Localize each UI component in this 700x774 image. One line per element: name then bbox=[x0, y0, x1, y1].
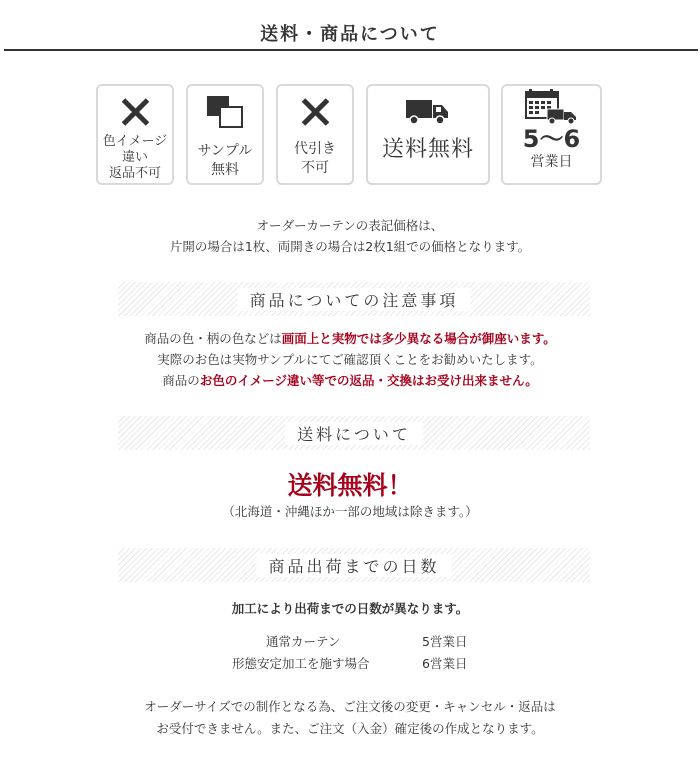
title-divider bbox=[4, 49, 698, 51]
badge-label-line: 代引き bbox=[294, 141, 336, 157]
badge-label-line: 不可 bbox=[301, 160, 329, 176]
page-title: 送料・商品について bbox=[260, 24, 440, 45]
cross-icon bbox=[301, 98, 329, 126]
badge-no-cod bbox=[276, 84, 354, 185]
free-shipping-headline: 送料無料！ bbox=[287, 471, 413, 500]
intro-line: 片開の場合は1枚、両開きの場合は2枚1組での価格となります。 bbox=[169, 239, 531, 254]
badge-free-shipping bbox=[366, 84, 490, 185]
delivery-row-days: 6営業日 bbox=[422, 656, 468, 671]
intro-line: オーダーカーテンの表記価格は、 bbox=[256, 218, 444, 233]
notice-text: 商品の bbox=[162, 373, 200, 388]
badge-lead-time bbox=[501, 84, 602, 185]
badge-label-line: 違い bbox=[121, 150, 148, 165]
sample-squares-icon bbox=[207, 96, 243, 128]
section-title: 商品出荷までの日数 bbox=[256, 554, 451, 577]
badge-label: 送料無料 bbox=[381, 137, 474, 162]
badge-label-line: サンプル bbox=[197, 143, 253, 159]
delivery-footer: お受付できません。また、ご注文（入金）確定後の作成となります。 bbox=[156, 721, 544, 736]
notice-line: 実際のお色は実物サンプルにてご確認頂くことをお勧めいたします。 bbox=[157, 352, 543, 367]
badge-label-line: 無料 bbox=[211, 162, 239, 178]
section-header-delivery bbox=[118, 548, 590, 582]
delivery-row-label: 通常カーテン bbox=[266, 634, 341, 649]
cross-icon bbox=[121, 98, 149, 126]
delivery-row-label: 形態安定加工を施す場合 bbox=[232, 656, 370, 671]
section-header-notice bbox=[118, 282, 590, 316]
shipping-note: （北海道・沖縄ほか一部の地域は除きます。） bbox=[222, 504, 478, 519]
badge-label-line: 返品不可 bbox=[108, 166, 161, 181]
badge-no-return bbox=[96, 84, 174, 185]
notice-warning: 画面上と実物では多少異なる場合が御座います。 bbox=[281, 331, 556, 346]
section-title: 送料について bbox=[285, 422, 423, 445]
section-title: 商品についての注意事項 bbox=[238, 288, 471, 311]
notice-line bbox=[0, 329, 700, 347]
lead-time-days: 5〜6 bbox=[522, 125, 581, 153]
notice-text: 商品の色・柄の色などは bbox=[144, 331, 282, 346]
lead-time-unit: 営業日 bbox=[530, 154, 573, 170]
delivery-row-days: 5営業日 bbox=[422, 634, 468, 649]
delivery-truck-icon bbox=[406, 98, 450, 126]
delivery-footer: オーダーサイズでの制作となる為、ご注文後の変更・キャンセル・返品は bbox=[144, 699, 556, 714]
notice-line bbox=[0, 371, 700, 389]
delivery-subtitle: 加工により出荷までの日数が異なります。 bbox=[231, 601, 469, 616]
section-header-shipping bbox=[118, 416, 590, 450]
badge-free-sample bbox=[186, 84, 264, 185]
calendar-truck-icon bbox=[525, 89, 579, 125]
badge-label-line: 色イメージ bbox=[102, 134, 168, 149]
notice-warning: お色のイメージ違い等での返品・交換はお受け出来ません。 bbox=[199, 373, 538, 388]
